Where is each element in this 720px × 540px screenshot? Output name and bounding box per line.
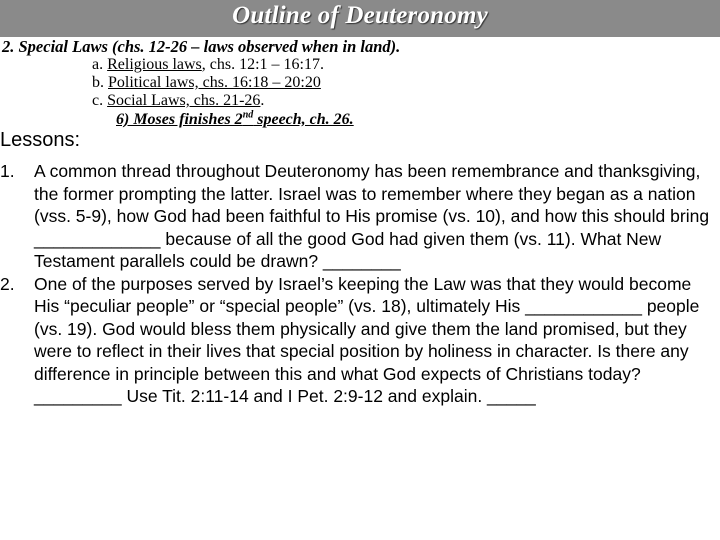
item-underlined: Social Laws, chs. 21-26 xyxy=(107,92,261,109)
moses-text xyxy=(116,111,354,128)
lessons-heading: Lessons: xyxy=(0,129,81,151)
item-prefix: c. xyxy=(92,92,108,109)
moses-after: speech, ch. 26. xyxy=(253,111,354,128)
lessons-list xyxy=(0,160,716,408)
outline-heading: 2. Special Laws (chs. 12-26 – laws observed when in land). xyxy=(2,37,401,56)
item-rest: , chs. 12:1 – 16:17. xyxy=(201,56,324,73)
lesson-item xyxy=(0,160,716,273)
item-prefix: b. xyxy=(92,74,108,91)
lesson-number: 2. xyxy=(0,273,15,294)
item-underlined: Religious laws xyxy=(107,56,202,73)
item-rest: . xyxy=(260,92,265,109)
page-title: Outline of Deuteronomy xyxy=(232,2,488,29)
outline-moses-line xyxy=(116,110,400,129)
lesson-text: A common thread throughout Deuteronomy has been remembrance and thanksgiving, the former prompting the latter. Israel was to remember where they began as a nation (vss. 5-9), how God had been faithful to His promise (vs. 10), and how this should bring _____________ because of all the good God had given them (vs. 11). What New Testament parallels could be drawn? ________ xyxy=(34,161,710,271)
lesson-number: 1. xyxy=(0,161,15,181)
outline-item-b xyxy=(92,74,400,92)
moses-before: 6) Moses finishes 2 xyxy=(116,111,243,128)
moses-sup: nd xyxy=(242,109,254,121)
outline-item-a xyxy=(92,56,400,74)
outline-item-c xyxy=(92,92,400,110)
item-underlined: Political laws, chs. 16:18 – 20:20 xyxy=(108,74,321,91)
lesson-item xyxy=(0,273,716,408)
item-prefix: a. xyxy=(92,56,108,73)
outline-section xyxy=(2,37,400,129)
lesson-text: One of the purposes served by Israel’s keeping the Law was that they would become His “peculiar people” or “special people” (vs. 18), ultimately His ____________ people (vs. 19). God would bless them physically and give them the land promised, but they were to reflect in their lives that special position by holiness in character. Is there any difference in principle between this and what God expects of Christians today? _________ Use Tit. 2:11-14 and I Pet. 2:9-12 and explain. _____ xyxy=(34,273,700,406)
